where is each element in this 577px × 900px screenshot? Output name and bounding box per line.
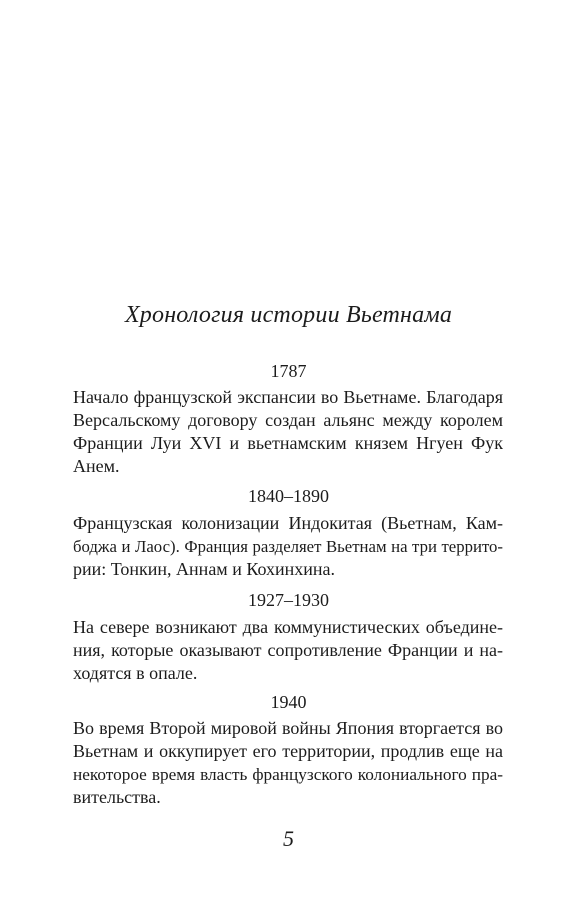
entry-text	[73, 386, 503, 478]
entry-text	[73, 616, 503, 685]
text-line: Начало французской экспансии во Вьетнаме. Благодаря	[73, 387, 503, 407]
text-line: Франции Луи XVI и вьетнамским князем Нгуен Фук	[73, 433, 503, 453]
entry-text	[73, 717, 503, 809]
text-line: ния, которые оказывают сопротивление Франции и на-	[73, 640, 503, 660]
entry-year: 1940	[270, 692, 307, 712]
text-line: Во время Второй мировой войны Япония вторгается во	[73, 718, 503, 738]
page-title: Хронология истории Вьетнама	[124, 302, 453, 328]
text-line: Версальскому договору создан альянс между королем	[73, 410, 503, 430]
text-line: На севере возникают два коммунистических объедине-	[73, 617, 503, 637]
text-line: вительства.	[73, 787, 161, 807]
entry-year: 1927–1930	[248, 590, 329, 610]
page-number: 5	[283, 826, 294, 851]
text-line: Анем.	[73, 456, 120, 476]
entry-year: 1787	[270, 361, 307, 381]
entry-year: 1840–1890	[248, 486, 329, 506]
text-line: некоторое время власть французского колониального пра-	[73, 765, 503, 784]
text-line: Вьетнам и оккупирует его территории, продлив еще на	[73, 741, 503, 761]
text-line: ходятся в опале.	[73, 663, 198, 683]
text-line: рии: Тонкин, Аннам и Кохинхина.	[73, 559, 336, 579]
text-line: Французская колонизации Индокитая (Вьетнам, Кам-	[73, 513, 503, 533]
entry-text	[73, 512, 503, 581]
text-line: боджа и Лаос). Франция разделяет Вьетнам на три террито-	[73, 537, 503, 556]
